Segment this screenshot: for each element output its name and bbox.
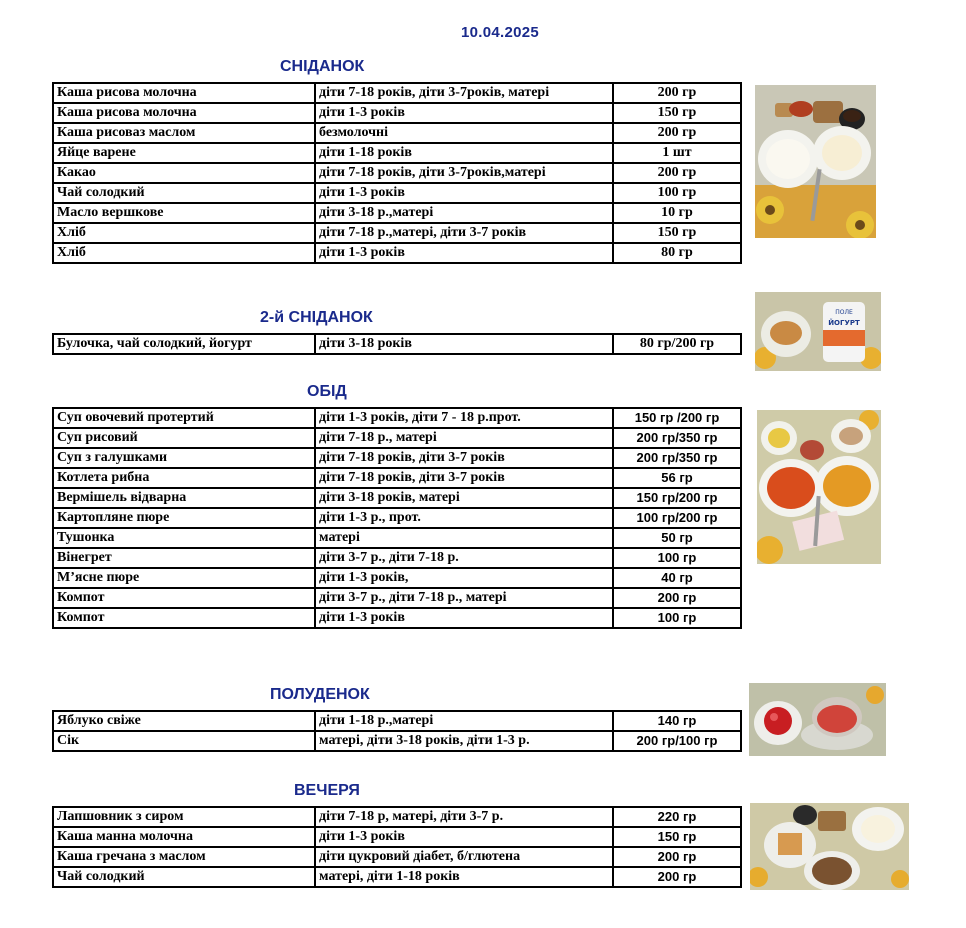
dish-group: матері, діти 3-18 років, діти 1-3 р. <box>315 731 613 751</box>
table-row <box>53 847 741 867</box>
dish-group: діти 1-3 років <box>315 608 613 628</box>
dish-name: Картопляне пюре <box>53 508 315 528</box>
dish-name: Какао <box>53 163 315 183</box>
table-row <box>53 488 741 508</box>
dish-portion: 220 гр <box>613 807 741 827</box>
table-row <box>53 143 741 163</box>
dish-portion: 150 гр/200 гр <box>613 488 741 508</box>
dish-group: діти 1-3 р., прот. <box>315 508 613 528</box>
dish-name: Котлета рибна <box>53 468 315 488</box>
dish-portion: 50 гр <box>613 528 741 548</box>
dinner-rows <box>53 807 741 887</box>
dish-name: Суп рисовий <box>53 428 315 448</box>
dish-name: Чай солодкий <box>53 867 315 887</box>
lunch-rows <box>53 408 741 628</box>
dish-group: діти 7-18 років, діти 3-7 років <box>315 448 613 468</box>
section-title-dinner: ВЕЧЕРЯ <box>294 782 360 799</box>
dish-portion: 80 гр/200 гр <box>613 334 741 354</box>
dish-name: Вермішель відварна <box>53 488 315 508</box>
dish-portion: 200 гр/350 гр <box>613 428 741 448</box>
table-row <box>53 807 741 827</box>
dish-group: діти 3-18 років, матері <box>315 488 613 508</box>
dish-portion: 40 гр <box>613 568 741 588</box>
lunch-photo <box>757 410 881 564</box>
table-row <box>53 568 741 588</box>
dish-group: діти 1-18 років <box>315 143 613 163</box>
dish-portion: 1 шт <box>613 143 741 163</box>
afternoon-snack-rows <box>53 711 741 751</box>
dish-name: Суп овочевий протертий <box>53 408 315 428</box>
table-row <box>53 608 741 628</box>
dish-group: діти 1-3 років <box>315 103 613 123</box>
dish-group: діти 1-3 років <box>315 183 613 203</box>
dish-group: діти 7-18 років, діти 3-7років, матері <box>315 83 613 103</box>
dish-portion: 100 гр <box>613 183 741 203</box>
dish-portion: 200 гр <box>613 83 741 103</box>
dish-group: діти 1-3 років <box>315 827 613 847</box>
dish-portion: 200 гр <box>613 847 741 867</box>
table-row <box>53 203 741 223</box>
dinner-photo <box>750 803 909 890</box>
dish-name: Вінегрет <box>53 548 315 568</box>
dish-name: Булочка, чай солодкий, йогурт <box>53 334 315 354</box>
breakfast-rows <box>53 83 741 263</box>
dish-portion: 80 гр <box>613 243 741 263</box>
table-row <box>53 827 741 847</box>
dish-name: Яблуко свіже <box>53 711 315 731</box>
dish-portion: 140 гр <box>613 711 741 731</box>
table-row <box>53 83 741 103</box>
dinner-table <box>52 806 742 888</box>
dish-portion: 200 гр/350 гр <box>613 448 741 468</box>
dish-group: діти 3-18 р.,матері <box>315 203 613 223</box>
dish-name: Сік <box>53 731 315 751</box>
dish-name: Тушонка <box>53 528 315 548</box>
afternoon-snack-table <box>52 710 742 752</box>
dish-group: діти 1-18 р.,матері <box>315 711 613 731</box>
dish-name: Каша гречана з маслом <box>53 847 315 867</box>
dish-group: діти 7-18 р.,матері, діти 3-7 років <box>315 223 613 243</box>
dish-group: діти 3-7 р., діти 7-18 р. <box>315 548 613 568</box>
dish-portion: 150 гр <box>613 223 741 243</box>
dish-group: діти 1-3 років, діти 7 - 18 р.прот. <box>315 408 613 428</box>
dish-name: Каша рисова молочна <box>53 83 315 103</box>
dish-portion: 150 гр /200 гр <box>613 408 741 428</box>
dish-name: Хліб <box>53 243 315 263</box>
dish-portion: 150 гр <box>613 827 741 847</box>
dish-group: матері <box>315 528 613 548</box>
dish-name: Компот <box>53 608 315 628</box>
table-row <box>53 408 741 428</box>
table-row <box>53 548 741 568</box>
dish-name: Суп з галушками <box>53 448 315 468</box>
dish-portion: 100 гр <box>613 548 741 568</box>
dish-group: діти 1-3 років, <box>315 568 613 588</box>
dish-group: діти 7-18 р, матері, діти 3-7 р. <box>315 807 613 827</box>
dish-group: безмолочні <box>315 123 613 143</box>
dish-name: Лапшовник з сиром <box>53 807 315 827</box>
dish-portion: 200 гр <box>613 867 741 887</box>
breakfast-photo <box>755 85 876 238</box>
dish-portion: 200 гр/100 гр <box>613 731 741 751</box>
lunch-table <box>52 407 742 629</box>
yogurt-brand: ПОЛЕ <box>835 309 853 316</box>
section-title-second-breakfast: 2-й СНІДАНОК <box>260 309 373 326</box>
dish-portion: 200 гр <box>613 163 741 183</box>
table-row <box>53 428 741 448</box>
dish-name: Чай солодкий <box>53 183 315 203</box>
table-row <box>53 163 741 183</box>
dish-portion: 150 гр <box>613 103 741 123</box>
dish-group: діти 7-18 років, діти 3-7років,матері <box>315 163 613 183</box>
dish-name: Каша рисоваз маслом <box>53 123 315 143</box>
table-row <box>53 867 741 887</box>
second-breakfast-rows <box>53 334 741 354</box>
table-row <box>53 243 741 263</box>
second-breakfast-photo <box>755 292 881 371</box>
table-row <box>53 711 741 731</box>
dish-group: діти 7-18 р., матері <box>315 428 613 448</box>
dish-name: Компот <box>53 588 315 608</box>
dish-name: Яйце варене <box>53 143 315 163</box>
table-row <box>53 508 741 528</box>
dish-group: діти 7-18 років, діти 3-7 років <box>315 468 613 488</box>
dish-portion: 200 гр <box>613 588 741 608</box>
table-row <box>53 528 741 548</box>
menu-date: 10.04.2025 <box>460 24 540 41</box>
dish-name: Масло вершкове <box>53 203 315 223</box>
section-title-breakfast: СНІДАНОК <box>280 58 365 75</box>
dish-group: діти цукровий діабет, б/глютена <box>315 847 613 867</box>
dish-name: М’ясне пюре <box>53 568 315 588</box>
table-row <box>53 223 741 243</box>
dish-portion: 200 гр <box>613 123 741 143</box>
section-title-lunch: ОБІД <box>307 383 347 400</box>
dish-name: Каша манна молочна <box>53 827 315 847</box>
breakfast-table <box>52 82 742 264</box>
yogurt-product: ЙОГУРТ <box>828 319 860 327</box>
table-row <box>53 334 741 354</box>
dish-portion: 56 гр <box>613 468 741 488</box>
table-row <box>53 731 741 751</box>
dish-group: матері, діти 1-18 років <box>315 867 613 887</box>
table-row <box>53 123 741 143</box>
afternoon-snack-photo <box>749 683 886 756</box>
dish-portion: 100 гр/200 гр <box>613 508 741 528</box>
table-row <box>53 448 741 468</box>
dish-group: діти 3-7 р., діти 7-18 р., матері <box>315 588 613 608</box>
dish-portion: 10 гр <box>613 203 741 223</box>
table-row <box>53 588 741 608</box>
dish-group: діти 1-3 років <box>315 243 613 263</box>
dish-name: Каша рисова молочна <box>53 103 315 123</box>
table-row <box>53 183 741 203</box>
dish-portion: 100 гр <box>613 608 741 628</box>
table-row <box>53 103 741 123</box>
section-title-afternoon-snack: ПОЛУДЕНОК <box>270 686 370 703</box>
second-breakfast-table <box>52 333 742 355</box>
dish-name: Хліб <box>53 223 315 243</box>
table-row <box>53 468 741 488</box>
dish-group: діти 3-18 років <box>315 334 613 354</box>
